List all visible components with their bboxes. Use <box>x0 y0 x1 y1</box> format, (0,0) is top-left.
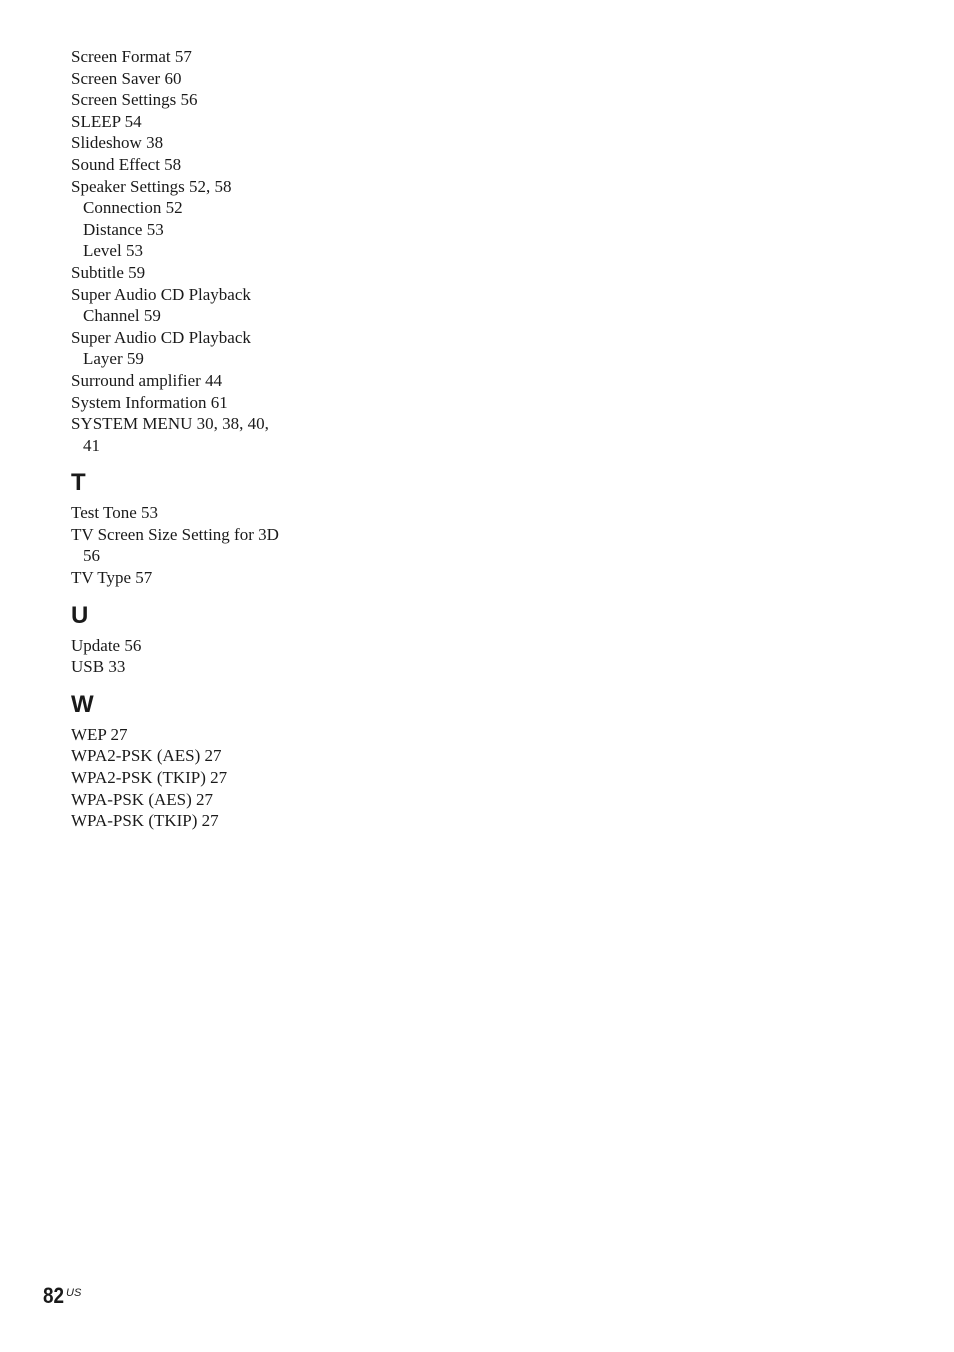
index-entry-continuation: Layer 59 <box>83 349 144 369</box>
section-heading-u: U <box>71 601 89 629</box>
index-entry-sound-effect: Sound Effect 58 <box>71 154 182 174</box>
section-heading-t: T <box>71 469 87 497</box>
index-entry-sleep: SLEEP 54 <box>71 111 142 131</box>
index-entry-update: Update 56 <box>71 635 142 655</box>
index-entry-continuation: 56 <box>83 546 100 566</box>
index-entry-continuation: Channel 59 <box>83 306 161 326</box>
index-entry-wep: WEP 27 <box>71 724 128 744</box>
index-entry-screen-settings: Screen Settings 56 <box>71 90 198 110</box>
index-subentry-connection: Connection 52 <box>83 198 183 218</box>
index-column <box>71 46 311 832</box>
index-entry-tv-screen-size: TV Screen Size Setting for 3D <box>71 524 279 544</box>
index-entry-slideshow: Slideshow 38 <box>71 133 164 153</box>
index-entry-system-menu: SYSTEM MENU 30, 38, 40, <box>71 414 269 434</box>
index-entry-screen-format: Screen Format 57 <box>71 47 192 66</box>
index-entry-surround-amplifier: Surround amplifier 44 <box>71 370 223 390</box>
index-entry-continuation: 41 <box>83 435 100 455</box>
page-region-suffix: US <box>66 1287 82 1299</box>
index-entry-wpa-psk-aes: WPA-PSK (AES) 27 <box>71 789 214 809</box>
section-heading-w: W <box>71 690 95 718</box>
index-entry-subtitle: Subtitle 59 <box>71 262 146 282</box>
index-entry-speaker-settings: Speaker Settings 52, 58 <box>71 176 232 196</box>
index-entry-wpa-psk-tkip: WPA-PSK (TKIP) 27 <box>71 811 219 831</box>
index-entry-screen-saver: Screen Saver 60 <box>71 68 182 88</box>
index-entry-tv-type: TV Type 57 <box>71 568 153 588</box>
index-entry-test-tone: Test Tone 53 <box>71 503 159 523</box>
index-subentry-distance: Distance 53 <box>83 219 164 239</box>
index-entry-super-audio-cd-channel: Super Audio CD Playback <box>71 284 251 304</box>
index-subentry-level: Level 53 <box>83 241 143 261</box>
page-number: 82 <box>43 1283 65 1308</box>
index-entry-system-information: System Information 61 <box>71 392 228 412</box>
index-entry-usb: USB 33 <box>71 657 126 677</box>
index-entry-wpa2-psk-aes: WPA2-PSK (AES) 27 <box>71 746 222 766</box>
index-entry-super-audio-cd-layer: Super Audio CD Playback <box>71 327 251 347</box>
index-entry-wpa2-psk-tkip: WPA2-PSK (TKIP) 27 <box>71 768 228 788</box>
